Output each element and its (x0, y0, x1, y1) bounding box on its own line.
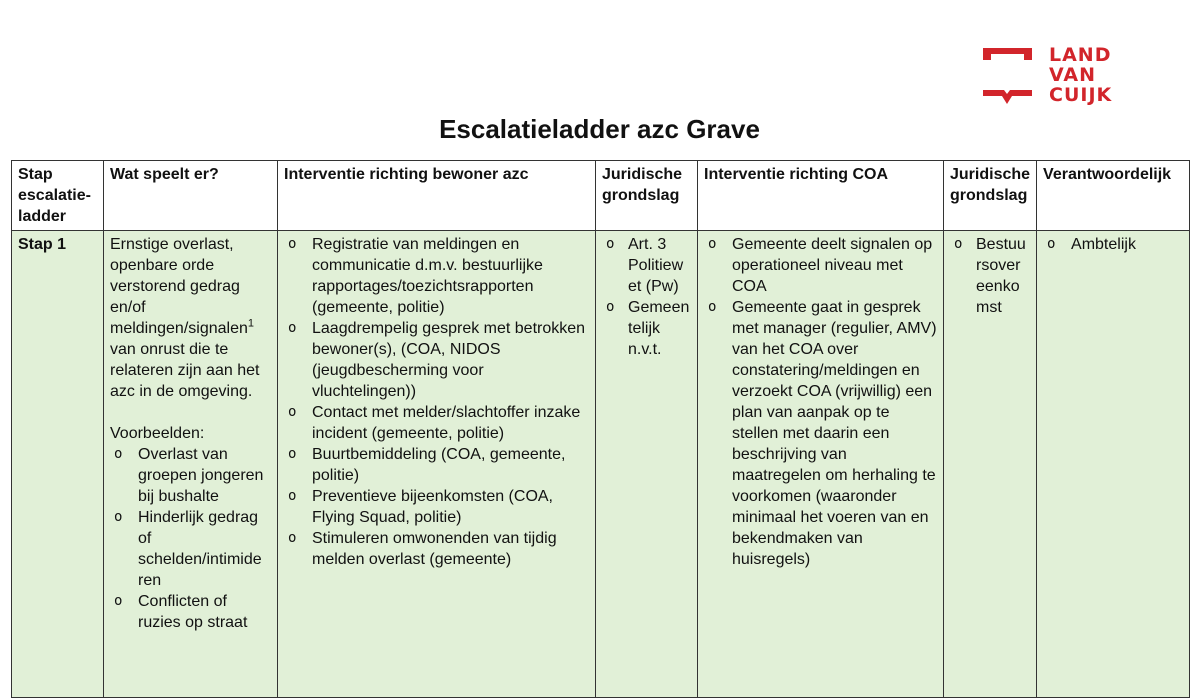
resident-intervention-cell (278, 231, 596, 698)
coa-intervention-cell (698, 231, 944, 698)
escalation-ladder-table (11, 160, 1190, 698)
logo-line-3: CUIJK (1049, 84, 1113, 106)
legal-basis-resident-list (602, 234, 691, 360)
situation-cell (104, 231, 278, 698)
header-legal-basis-coa: Juridische grondslag (944, 161, 1037, 231)
logo-line-2: VAN (1049, 64, 1097, 86)
list-item: o Contact met melder/slachtoffer inzake incident (gemeente, politie) (284, 402, 589, 444)
page-title: Escalatieladder azc Grave (439, 114, 760, 144)
list-item: o Overlast van groepen jongeren bij bushalte (110, 444, 271, 507)
list-item: o Stimuleren omwonenden van tijdig melden overlast (gemeente) (284, 528, 589, 570)
logo-line-1: LAND (1049, 44, 1112, 66)
situation-intro-end: van onrust die te relateren zijn aan het azc in de omgeving. (110, 341, 260, 400)
resident-intervention-list (284, 234, 589, 570)
list-item: o Preventieve bijeenkomsten (COA, Flying Squad, politie) (284, 486, 589, 528)
list-item: o Bestuu rsover eenko mst (950, 234, 1030, 318)
header-step: Stap escalatie-ladder (12, 161, 104, 231)
table-header-row (12, 161, 1190, 231)
step-cell: Stap 1 (12, 231, 104, 698)
situation-intro-text: Ernstige overlast, openbare orde verstorend gedrag en/of meldingen/signalen (110, 236, 248, 337)
list-item: o Buurtbemiddeling (COA, gemeente, politie) (284, 444, 589, 486)
list-item: o Art. 3 Politiew et (Pw) (602, 234, 691, 297)
list-item: o Hinderlijk gedrag of schelden/intimide ren (110, 507, 271, 591)
examples-list (110, 444, 271, 633)
list-item: o Gemeente gaat in gesprek met manager (regulier, AMV) van het COA over constatering/meldingen en verzoekt COA (vrijwillig) een plan van aanpak op te stellen met daarin een beschrijving van maatregelen om herhaling te voorkomen (waaronder minimaal het voeren van en bekendmaken van huisregels) (704, 297, 937, 570)
header-situation: Wat speelt er? (104, 161, 278, 231)
list-item: o Laagdrempelig gesprek met betrokken bewoner(s), (COA, NIDOS (jeugdbescherming voor vluchtelingen)) (284, 318, 589, 402)
situation-intro (110, 234, 271, 402)
legal-basis-coa-cell (944, 231, 1037, 698)
legal-basis-resident-cell (596, 231, 698, 698)
table-row (12, 231, 1190, 698)
responsible-cell (1037, 231, 1190, 698)
list-item: o Conflicten of ruzies op straat (110, 591, 271, 633)
legal-basis-coa-list (950, 234, 1030, 318)
header-coa-intervention: Interventie richting COA (698, 161, 944, 231)
header-resident-intervention: Interventie richting bewoner azc (278, 161, 596, 231)
header-legal-basis-resident: Juridische grondslag (596, 161, 698, 231)
responsible-list (1043, 234, 1183, 255)
header-responsible: Verantwoordelijk (1037, 161, 1190, 231)
examples-label: Voorbeelden: (110, 425, 205, 442)
logo-wordmark (1049, 46, 1112, 106)
list-item: o Gemeen telijk n.v.t. (602, 297, 691, 360)
list-item: o Ambtelijk (1043, 234, 1183, 255)
list-item: o Registratie van meldingen en communicatie d.m.v. bestuurlijke rapportages/toezichtsrapporten (gemeente, politie) (284, 234, 589, 318)
list-item: o Gemeente deelt signalen op operationeel niveau met COA (704, 234, 937, 297)
coa-intervention-list (704, 234, 937, 570)
footnote-marker: 1 (247, 317, 254, 330)
logo-emblem-icon (980, 44, 1050, 114)
